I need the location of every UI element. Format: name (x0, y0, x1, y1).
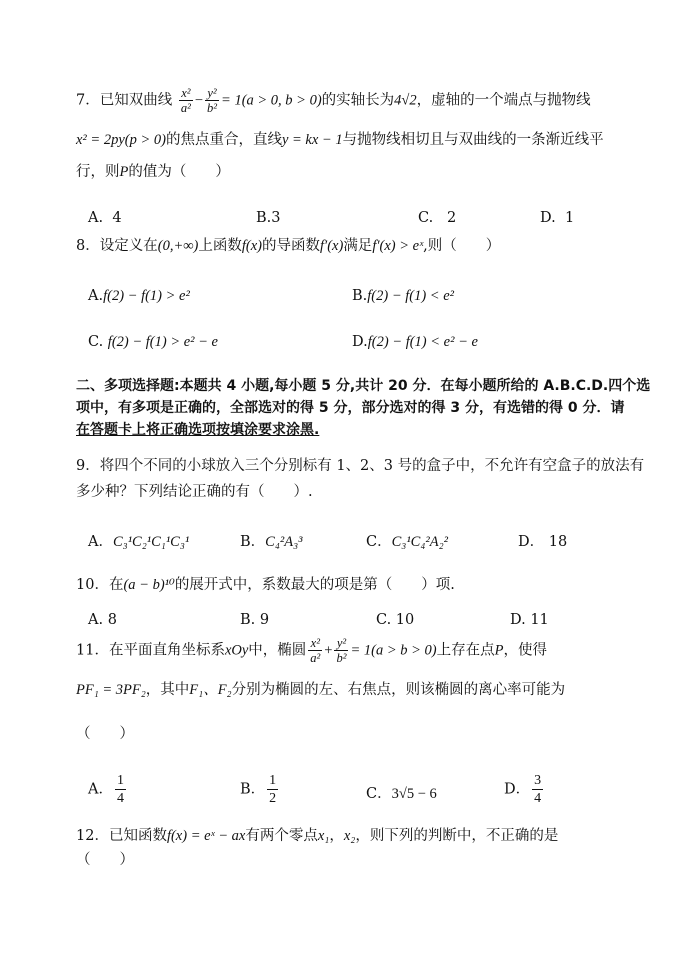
q11-text3: ，使得 (503, 642, 547, 659)
q7-text4: 与抛物线相切且与双曲线的一条渐近线平 (342, 132, 604, 148)
q11-option-d[interactable]: D． $\frac{3}{4}$ (504, 773, 542, 806)
q7-text: 的实轴长为 (321, 92, 395, 109)
q12-function: f(x) = eˣ − ax (166, 828, 246, 844)
q9-line1: 9．将四个不同的小球放入三个分别标有 1、2、3 号的盒子中，不允许有空盒子的放法有 (76, 458, 645, 474)
q11-option-c[interactable]: C．3√5 − 6 (366, 786, 437, 802)
section2-line3: 在答题卡上将正确选项按填涂要求涂黑. (76, 422, 320, 438)
q11-line3: （ ） (76, 726, 134, 742)
q11-text4: ，其中 (145, 682, 190, 698)
q7-line2 (76, 130, 604, 150)
foci: F₁、F₂ (189, 682, 232, 698)
q8-option-b[interactable]: B.f(2) − f(1) < e² (352, 288, 454, 304)
q11-stem: 11．在平面直角坐标系 (76, 642, 225, 659)
coordinate-system: xOy (224, 642, 249, 659)
q8-line1 (76, 236, 500, 256)
q7-text6: 的值为（ ） (128, 164, 230, 180)
hyperbola-y-fraction: $\frac{\text{y²}}{\text{b²}}$ (207, 86, 218, 115)
q9-option-a[interactable]: A．C₃¹C₂¹C₁¹C₃¹ (88, 534, 190, 550)
q10-option-b[interactable]: B. 9 (240, 612, 270, 628)
q11-text1: 中，椭圆 (248, 642, 307, 659)
q12-line2: （ ） (76, 852, 134, 868)
q8-option-a[interactable]: A.f(2) − f(1) > e² (88, 288, 190, 304)
q8-fx: f(x) (241, 238, 263, 254)
zero-x1: x₁ (317, 828, 330, 844)
q7-text5: 行，则 (76, 164, 120, 180)
q11-option-a[interactable]: A． $\frac{1}{4}$ (88, 773, 124, 806)
q11-line2 (76, 680, 565, 700)
q12-text1: 有两个零点 (245, 828, 318, 844)
q12-text2: ，则下列的判断中，不正确的是 (355, 828, 559, 844)
q8-option-c[interactable]: C. f(2) − f(1) > e² − e (88, 334, 218, 350)
q12-line1 (76, 826, 558, 846)
q12-stem: 12．已知函数 (76, 828, 167, 844)
q8-text3: 满足 (343, 238, 373, 254)
q10-option-d[interactable]: D. 11 (510, 612, 549, 628)
q7-option-b[interactable]: B.3 (256, 210, 281, 226)
q10-expression: (a − b)¹⁰ (123, 577, 175, 593)
section2-line1: 二、多项选择题:本题共 4 小题,每小题 5 分,共计 20 分．在每小题所给的 A.B.C.D.四个选 (76, 378, 651, 394)
q8-text1: 上函数 (198, 238, 242, 254)
ellipse-y-fraction: $\frac{\text{y²}}{\text{b²}}$ (336, 636, 347, 665)
ellipse-condition: = 1(a > b > 0) (350, 642, 437, 659)
q10-text: 的展开式中，系数最大的项是第（ ）项. (174, 577, 455, 593)
hyperbola-condition: = 1(a > 0, b > 0) (221, 92, 322, 109)
q8-stem: 8．设定义在 (76, 238, 158, 254)
q11-option-b[interactable]: B． $\frac{1}{2}$ (240, 773, 277, 806)
q7-text3: 的焦点重合，直线 (165, 132, 282, 148)
q8-text4: ,则（ ） (423, 238, 501, 254)
q10-option-a[interactable]: A. 8 (88, 612, 117, 628)
q11-text5: 分别为椭圆的左、右焦点，则该椭圆的离心率可能为 (231, 682, 566, 698)
q10-line1 (76, 575, 455, 595)
q7-option-a[interactable]: A. 4 (88, 210, 122, 226)
real-axis-length: 4√2 (394, 92, 417, 109)
q12-sep: ， (329, 828, 344, 844)
q8-condition: f′(x) > eˣ (372, 238, 424, 254)
q7-text2: ，虚轴的一个端点与抛物线 (416, 92, 591, 109)
q11-text2: 上存在点 (436, 642, 495, 659)
var-p: P (119, 164, 129, 180)
q9-option-c[interactable]: C．C₃¹C₄²A₂² (366, 534, 448, 550)
point-p: P (494, 642, 504, 659)
zero-x2: x₂ (343, 828, 356, 844)
q9-option-d[interactable]: D． 18 (518, 534, 568, 550)
q9-option-b[interactable]: B．C₄²A₃³ (240, 534, 303, 550)
q7-option-d[interactable]: D. 1 (540, 210, 575, 226)
q7-line1: 7．已知双曲线 $\frac{\text{x²}}{\text{a²}}$ − $\frac{\text{y²}}{\text{b²}}$ = 1(a > 0, b > 0)的实轴长为4√2，虚轴的一个端点与抛物线 (76, 86, 591, 115)
q8-text2: 的导函数 (262, 238, 321, 254)
q7-option-c[interactable]: C. 2 (418, 210, 457, 226)
section2-line2: 项中，有多项是正确的，全部选对的得 5 分，部分选对的得 3 分，有选错的得 0 分．请 (76, 400, 625, 416)
q9-line2: 多少种？下列结论正确的有（ ）. (76, 484, 313, 500)
q8-domain: (0,+∞) (157, 238, 199, 254)
q8-fpx: f′(x) (320, 238, 344, 254)
parabola-equation: x² = 2py(p > 0) (76, 132, 166, 148)
q11-line1: 11．在平面直角坐标系xOy中，椭圆 $\frac{\text{x²}}{\text{a²}}$ + $\frac{\text{y²}}{\text{b²}}$ = 1(a > b > 0)上存在点P，使得 (76, 636, 547, 665)
q8-option-d[interactable]: D.f(2) − f(1) < e² − e (352, 334, 478, 350)
q7-stem: 7．已知双曲线 (76, 92, 173, 109)
ellipse-x-fraction: $\frac{\text{x²}}{\text{a²}}$ (310, 636, 321, 665)
q10-option-c[interactable]: C. 10 (376, 612, 415, 628)
q10-stem: 10．在 (76, 577, 124, 593)
line-equation: y = kx − 1 (281, 132, 343, 148)
q7-line3 (76, 162, 230, 182)
hyperbola-x-fraction: $\frac{\text{x²}}{\text{a²}}$ (180, 86, 191, 115)
focal-relation: PF₁ = 3PF₂ (76, 682, 146, 698)
